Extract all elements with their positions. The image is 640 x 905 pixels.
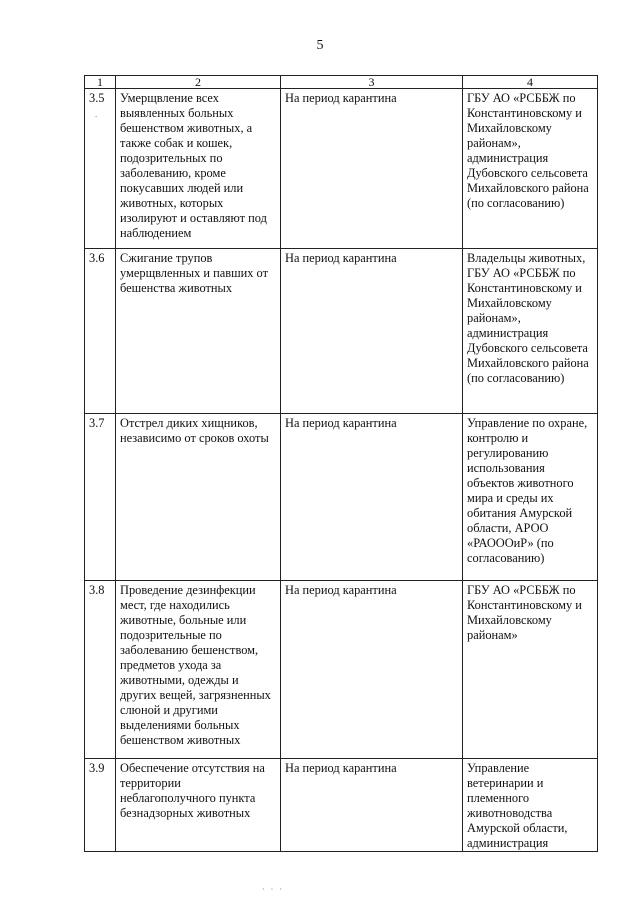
period-cell: На период карантина: [281, 89, 463, 249]
row-number-cell: [85, 249, 116, 414]
table-row: [85, 581, 598, 759]
header-col-3: 3: [281, 76, 463, 89]
table-header-row: [85, 76, 598, 89]
period-cell: На период карантина: [281, 759, 463, 852]
action-cell: Обеспечение отсутствия на территории неблагополучного пункта безнадзорных животных: [116, 759, 281, 852]
row-number: 3.9: [89, 761, 105, 775]
row-number: 3.7: [89, 416, 105, 430]
period-cell: На период карантина: [281, 581, 463, 759]
row-number-cell: [85, 89, 116, 249]
responsible-cell: Владельцы животных, ГБУ АО «РСББЖ по Константиновскому и Михайловскому районам», администрация Дубовского сельсовета Михайловского района (по согласованию): [463, 249, 598, 414]
period-cell: На период карантина: [281, 249, 463, 414]
scan-speck: · · ·: [262, 885, 284, 894]
responsible-cell: ГБУ АО «РСББЖ по Константиновскому и Михайловскому районам»: [463, 581, 598, 759]
header-col-4: 4: [463, 76, 598, 89]
header-col-2: 2: [116, 76, 281, 89]
action-cell: Умерщвление всех выявленных больных бешенством животных, а также собак и кошек, подозрительных по заболеванию, кроме покусавших людей или животных, которых изолируют и оставляют под наблюдением: [116, 89, 281, 249]
scan-speck: .: [95, 109, 98, 119]
action-cell: Отстрел диких хищников, независимо от сроков охоты: [116, 414, 281, 581]
responsible-cell: ГБУ АО «РСББЖ по Константиновскому и Михайловскому районам», администрация Дубовского сельсовета Михайловского района (по согласованию): [463, 89, 598, 249]
page-number: 5: [316, 38, 324, 53]
table-row: [85, 89, 598, 249]
measures-table: [84, 75, 598, 852]
row-number: 3.8: [89, 583, 105, 597]
row-number: 3.5: [89, 91, 105, 105]
action-cell: Сжигание трупов умерщвленных и павших от бешенства животных: [116, 249, 281, 414]
row-number-cell: [85, 414, 116, 581]
responsible-cell: Управление по охране, контролю и регулированию использования объектов животного мира и среды их обитания Амурской области, АРОО «РАОООиР» (по согласованию): [463, 414, 598, 581]
period-cell: На период карантина: [281, 414, 463, 581]
table-row: [85, 249, 598, 414]
responsible-cell: Управление ветеринарии и племенного животноводства Амурской области, администрация: [463, 759, 598, 852]
table-row: [85, 414, 598, 581]
header-col-1: 1: [85, 76, 116, 89]
action-cell: Проведение дезинфекции мест, где находились животные, больные или подозрительные по заболеванию бешенством, предметов ухода за животными, одежды и других вещей, загрязненных слюной и другими выделениями больных бешенством животных: [116, 581, 281, 759]
table-row: [85, 759, 598, 852]
row-number-cell: [85, 581, 116, 759]
row-number-cell: [85, 759, 116, 852]
row-number: 3.6: [89, 251, 105, 265]
